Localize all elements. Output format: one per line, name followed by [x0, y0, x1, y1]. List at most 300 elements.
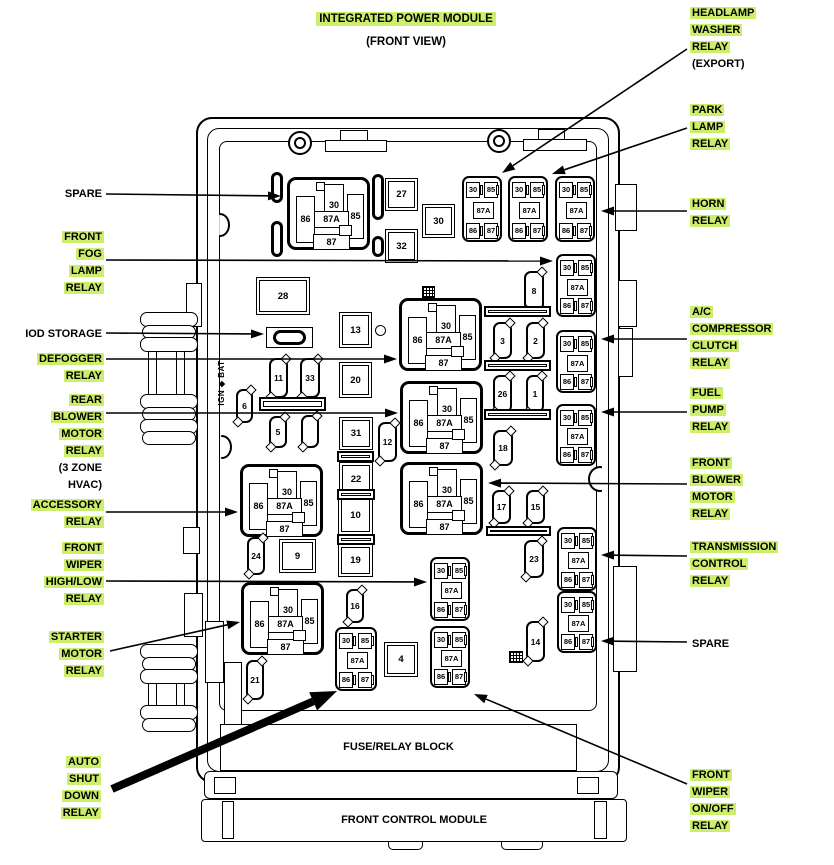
relay-pin-stub	[575, 637, 578, 647]
relay-pin-stub	[590, 413, 593, 423]
side-tab	[618, 328, 633, 377]
callout-front-blower-motor-relay	[690, 455, 743, 523]
relay-pin-stub	[542, 226, 545, 236]
relay-pin-30: 30	[434, 632, 448, 648]
slot-spare-2	[271, 221, 283, 257]
relay-pin-stub	[591, 637, 594, 647]
relay-pin-86: 86	[409, 400, 428, 447]
relay-notch	[452, 510, 465, 521]
relay-pin-stub	[573, 226, 576, 236]
callout-line: REAR	[70, 394, 102, 406]
relay-pin-87: 87	[578, 447, 592, 463]
relay-pin-stub	[574, 377, 577, 387]
relay-pin-87A: 87A	[567, 428, 588, 445]
relay-pin-stub	[590, 377, 593, 387]
relay-pin-87A: 87A	[267, 498, 302, 515]
fuse-23: 23	[524, 540, 544, 578]
fuse-15: 15	[526, 490, 545, 524]
relay-pin-87A: 87A	[568, 615, 589, 632]
relay-notch	[429, 467, 438, 476]
relay-front-blower-motor	[400, 462, 483, 535]
relay-pin-stub	[353, 636, 356, 646]
relay-pin-stub	[496, 185, 499, 195]
relay-notch	[270, 587, 279, 596]
relay-pin-87: 87	[577, 223, 591, 239]
relay-pin-87A: 87A	[567, 355, 588, 372]
relay-pin-87A: 87A	[427, 415, 462, 432]
relay-pin-87A: 87A	[568, 552, 589, 569]
callout-auto-shut-down-relay	[61, 754, 101, 822]
relay-pin-stub	[590, 301, 593, 311]
callout-line: RELAY	[692, 575, 729, 587]
callout-line: HVAC)	[67, 479, 102, 491]
relay-pin-stub	[448, 635, 451, 645]
side-tab	[613, 566, 637, 672]
relay-park-lamp	[508, 176, 548, 242]
callout-ac-compressor-clutch-relay	[690, 304, 773, 372]
relay-pin-87A: 87A	[441, 650, 462, 667]
callout-line: RELAY	[692, 215, 729, 227]
relay-pin-87: 87	[578, 298, 592, 314]
callout-line: RELAY	[692, 421, 729, 433]
relay-notch	[428, 303, 437, 312]
relay-pin-86: 86	[409, 481, 428, 528]
relay-pin-87A: 87A	[314, 211, 349, 228]
harness-coil	[140, 337, 198, 352]
relay-pin-86: 86	[466, 223, 480, 239]
relay-pin-85: 85	[452, 632, 466, 648]
relay-pin-87A: 87A	[519, 202, 540, 219]
relay-pin-86: 86	[559, 223, 573, 239]
callout-starter-motor-relay	[49, 629, 104, 680]
relay-pin-30: 30	[339, 633, 353, 649]
relay-pin-87A: 87A	[441, 582, 462, 599]
fuse-24: 24	[247, 537, 265, 575]
relay-pin-85: 85	[301, 599, 318, 644]
relay-pin-stub	[589, 185, 592, 195]
relay-pin-stub	[574, 450, 577, 460]
relay-pin-30: 30	[278, 589, 298, 631]
callout-line: MOTOR	[692, 491, 733, 503]
callout-line: FUEL	[692, 387, 721, 399]
harness-rail	[176, 350, 185, 397]
callout-line: DEFOGGER	[39, 353, 102, 365]
relay-notch	[451, 346, 464, 357]
fuse-18: 18	[493, 430, 513, 466]
relay-pin-87A: 87A	[268, 616, 303, 633]
top-bracket	[523, 139, 587, 151]
relay-pin-87: 87	[358, 672, 372, 688]
callout-line: RELAY	[692, 41, 729, 53]
relay-pin-85: 85	[578, 410, 592, 426]
relay-pin-stub	[591, 536, 594, 546]
callout-fuel-pump-relay	[690, 385, 730, 436]
front-control-module-label: FRONT CONTROL MODULE	[341, 814, 487, 826]
fcm-foot	[388, 841, 423, 850]
callout-line: RELAY	[692, 820, 729, 832]
callout-line: COMPRESSOR	[692, 323, 772, 335]
relay-pin-30: 30	[437, 469, 457, 511]
connector-grid-2	[509, 651, 523, 663]
relay-pin-stub	[574, 413, 577, 423]
callout-transmission-control-relay	[690, 539, 778, 590]
case-lip	[204, 771, 618, 799]
fuse-9: 9	[279, 539, 316, 573]
busbar-1	[484, 306, 551, 317]
relay-pin-stub	[480, 226, 483, 236]
callout-line: ON/OFF	[692, 803, 734, 815]
slot-spare-3	[372, 174, 384, 220]
relay-pin-stub	[591, 600, 594, 610]
relay-notch	[292, 512, 305, 523]
harness-rail	[148, 350, 157, 397]
relay-pin-stub	[542, 185, 545, 195]
callout-horn-relay	[690, 196, 730, 230]
relay-pin-stub	[526, 185, 529, 195]
connector-grid-1	[422, 286, 435, 298]
relay-auto-shut-down	[335, 627, 377, 691]
relay-defogger	[399, 298, 482, 371]
fuse-5: 5	[269, 416, 287, 448]
relay-pin-stub	[448, 566, 451, 576]
callout-front-wiper-high-low-relay	[44, 540, 104, 608]
callout-line: RELAY	[692, 508, 729, 520]
relay-pin-87: 87	[579, 572, 593, 588]
side-tab	[205, 621, 224, 683]
relay-front-fog-lamp	[556, 254, 596, 317]
relay-ac-compressor-clutch	[556, 330, 596, 393]
fuse-6: 6	[236, 389, 253, 423]
fuse-28: 28	[256, 277, 310, 315]
relay-notch	[269, 469, 278, 478]
fuse-2: 2	[526, 322, 545, 359]
relay-pin-86: 86	[408, 317, 427, 364]
relay-pin-87: 87	[452, 669, 466, 685]
callout-line: RELAY	[65, 445, 102, 457]
callout-line: LAMP	[692, 121, 724, 133]
fuse-21: 21	[246, 660, 264, 700]
callout-line: RELAY	[62, 807, 99, 819]
fcm-foot	[501, 841, 543, 850]
side-tab	[183, 527, 200, 554]
relay-pin-stub	[575, 600, 578, 610]
relay-pin-stub	[464, 672, 467, 682]
fuse-13: 13	[339, 312, 372, 348]
relay-pin-87: 87	[579, 634, 593, 650]
side-tab	[184, 593, 203, 637]
relay-pin-85: 85	[579, 597, 593, 613]
iod-storage-connector	[266, 327, 313, 348]
callout-line: A/C	[692, 306, 711, 318]
relay-pin-30: 30	[561, 533, 575, 549]
slot-spare-4	[372, 236, 384, 257]
callout-line: TRANSMISSION	[692, 541, 777, 553]
relay-pin-30: 30	[324, 184, 344, 226]
callout-line: RELAY	[692, 138, 729, 150]
relay-pin-30: 30	[560, 260, 574, 276]
harness-coil	[140, 669, 198, 684]
relay-pin-85: 85	[459, 315, 476, 360]
relay-rear-blower-motor	[400, 381, 483, 454]
callout-line: FRONT	[692, 769, 730, 781]
relay-pin-30: 30	[437, 388, 457, 430]
callout-line: SPARE	[692, 638, 730, 650]
relay-notch	[452, 429, 465, 440]
fuse-3: 3	[493, 322, 512, 359]
fuse-10: 10	[338, 496, 373, 535]
side-tab	[615, 184, 637, 231]
busbar-3	[484, 409, 551, 420]
callout-line: FRONT	[64, 231, 102, 243]
relay-pin-stub	[589, 226, 592, 236]
callout-line: RELAY	[65, 665, 102, 677]
relay-pin-85: 85	[530, 182, 544, 198]
relay-accessory	[240, 464, 323, 537]
relay-pin-85: 85	[577, 182, 591, 198]
relay-pin-stub	[590, 339, 593, 349]
diagram-subtitle: (FRONT VIEW)	[366, 36, 446, 48]
relay-pin-85: 85	[578, 336, 592, 352]
busbar-link-3	[337, 534, 375, 545]
relay-pin-87A: 87A	[426, 332, 461, 349]
relay-pin-87: 87	[426, 438, 463, 454]
relay-pin-86: 86	[249, 483, 268, 530]
relay-front-wiper-high-low	[430, 557, 470, 621]
relay-pin-87: 87	[530, 223, 544, 239]
relay-pin-86: 86	[560, 447, 574, 463]
fuse-8: 8	[524, 271, 544, 311]
callout-front-wiper-on-off-relay	[690, 767, 736, 835]
indicator-circle	[375, 325, 386, 336]
fuse-1: 1	[526, 375, 544, 413]
relay-front-wiper-on-off	[430, 626, 470, 688]
callout-line: RELAY	[65, 282, 102, 294]
relay-pin-87: 87	[426, 519, 463, 535]
callout-rear-blower-motor-relay	[51, 392, 104, 494]
callout-spare-left	[63, 186, 104, 203]
slot-spare-1	[271, 172, 283, 203]
relay-pin-85: 85	[358, 633, 372, 649]
callout-line: MOTOR	[61, 648, 102, 660]
relay-top-left-spare	[287, 177, 370, 250]
relay-notch	[293, 630, 306, 641]
callout-line: BLOWER	[53, 411, 102, 423]
relay-pin-stub	[448, 672, 451, 682]
relay-pin-86: 86	[250, 601, 269, 648]
callout-line: STARTER	[50, 631, 102, 643]
relay-notch	[316, 182, 325, 191]
relay-pin-86: 86	[561, 572, 575, 588]
relay-pin-stub	[464, 566, 467, 576]
relay-pin-87: 87	[484, 223, 498, 239]
relay-pin-stub	[496, 226, 499, 236]
callout-line: BLOWER	[692, 474, 741, 486]
relay-pin-87A: 87A	[567, 279, 588, 296]
callout-line: HIGH/LOW	[45, 576, 102, 588]
relay-pin-85: 85	[460, 398, 477, 443]
relay-pin-30: 30	[561, 597, 575, 613]
callout-line: ACCESSORY	[32, 499, 102, 511]
harness-coil	[142, 431, 196, 445]
relay-pin-30: 30	[436, 305, 456, 347]
relay-pin-30: 30	[512, 182, 526, 198]
callout-line: FRONT	[64, 542, 102, 554]
callout-line: WIPER	[65, 559, 102, 571]
fuse-14: 14	[526, 621, 545, 662]
callout-line: FRONT	[692, 457, 730, 469]
callout-line: WIPER	[692, 786, 729, 798]
leader-transmission-control	[614, 555, 687, 556]
mount-clip-icon	[294, 137, 306, 149]
relay-pin-85: 85	[484, 182, 498, 198]
relay-pin-86: 86	[561, 634, 575, 650]
relay-pin-87: 87	[452, 602, 466, 618]
callout-line: RELAY	[65, 593, 102, 605]
callout-line: HEADLAMP	[692, 7, 755, 19]
case-lip-end	[577, 777, 599, 794]
callout-line: DOWN	[64, 790, 99, 802]
callout-line: HORN	[692, 198, 725, 210]
side-tab	[618, 280, 637, 327]
relay-pin-87: 87	[266, 521, 303, 537]
relay-pin-86: 86	[434, 669, 448, 685]
relay-pin-86: 86	[434, 602, 448, 618]
callout-park-lamp-relay	[690, 102, 730, 153]
relay-pin-30: 30	[277, 471, 297, 513]
ign-bat-indicator: IGN ◆ BAT	[217, 360, 226, 406]
relay-pin-86: 86	[339, 672, 353, 688]
fuse-4: 4	[384, 642, 418, 677]
relay-pin-stub	[574, 263, 577, 273]
relay-pin-85: 85	[578, 260, 592, 276]
fuse-17: 17	[492, 490, 511, 524]
mount-clip-icon	[493, 135, 505, 147]
relay-pin-30: 30	[466, 182, 480, 198]
relay-notch	[429, 386, 438, 395]
fuse-33: 33	[300, 358, 320, 398]
relay-pin-87A: 87A	[566, 202, 587, 219]
fuse-16: 16	[346, 589, 364, 623]
relay-pin-stub	[591, 575, 594, 585]
relay-pin-stub	[573, 185, 576, 195]
callout-line: CLUTCH	[692, 340, 738, 352]
relay-pin-stub	[574, 339, 577, 349]
callout-spare-right	[690, 636, 731, 653]
fuse-blank	[301, 415, 319, 448]
relay-pin-85: 85	[579, 533, 593, 549]
relay-pin-stub	[590, 263, 593, 273]
relay-starter-motor	[241, 582, 324, 655]
callout-line: AUTO	[68, 756, 99, 768]
relay-pin-87: 87	[425, 355, 462, 371]
relay-transmission-control	[557, 527, 597, 591]
relay-pin-86: 86	[560, 374, 574, 390]
callout-line: RELAY	[65, 370, 102, 382]
relay-pin-85: 85	[300, 481, 317, 526]
relay-pin-86: 86	[560, 298, 574, 314]
relay-pin-stub	[371, 675, 374, 685]
harness-coil	[142, 718, 196, 732]
relay-fuel-pump	[556, 404, 596, 466]
relay-pin-stub	[448, 605, 451, 615]
relay-pin-stub	[575, 536, 578, 546]
callout-line: RELAY	[692, 357, 729, 369]
fuse-22: 22	[339, 462, 373, 496]
relay-pin-87: 87	[313, 234, 350, 250]
callout-headlamp-washer-relay	[690, 5, 756, 73]
fuse-12: 12	[378, 422, 397, 462]
relay-pin-stub	[526, 226, 529, 236]
callout-line: MOTOR	[61, 428, 102, 440]
callout-line: (3 ZONE	[58, 462, 102, 474]
busbar-4	[486, 526, 551, 536]
relay-pin-stub	[480, 185, 483, 195]
relay-pin-85: 85	[460, 479, 477, 524]
callout-iod-storage	[23, 326, 104, 343]
busbar-link-1	[337, 451, 374, 462]
relay-pin-85: 85	[347, 194, 364, 239]
relay-headlamp-washer	[462, 176, 502, 242]
callout-line: PARK	[692, 104, 723, 116]
iod-inner	[273, 330, 306, 345]
callout-line: CONTROL	[692, 558, 747, 570]
relay-pin-87A: 87A	[473, 202, 494, 219]
fuse-relay-block-label: FUSE/RELAY BLOCK	[343, 741, 454, 753]
callout-line: (EXPORT)	[692, 58, 745, 70]
relay-pin-30: 30	[559, 182, 573, 198]
callout-front-fog-lamp-relay	[62, 229, 104, 297]
relay-pin-87: 87	[267, 639, 304, 655]
callout-line: LAMP	[70, 265, 102, 277]
relay-pin-86: 86	[512, 223, 526, 239]
fuse-31: 31	[339, 417, 373, 450]
relay-pin-30: 30	[434, 563, 448, 579]
relay-pin-stub	[464, 635, 467, 645]
callout-line: SPARE	[64, 188, 102, 200]
callout-line: SHUT	[69, 773, 99, 785]
case-lip-end	[214, 777, 236, 794]
callout-accessory-relay	[31, 497, 104, 531]
fuse-30: 30	[422, 204, 455, 238]
relay-pin-stub	[590, 450, 593, 460]
callout-line: FOG	[78, 248, 102, 260]
fuse-20: 20	[339, 362, 372, 398]
relay-horn	[555, 176, 595, 242]
top-bracket	[325, 140, 387, 152]
relay-pin-87A: 87A	[427, 496, 462, 513]
busbar-2	[484, 360, 551, 371]
relay-pin-87A: 87A	[347, 652, 368, 669]
callout-line: PUMP	[692, 404, 724, 416]
fuse-26: 26	[493, 375, 512, 413]
relay-pin-stub	[371, 636, 374, 646]
relay-pin-stub	[574, 301, 577, 311]
relay-pin-30: 30	[560, 336, 574, 352]
relay-pin-stub	[575, 575, 578, 585]
relay-pin-87: 87	[578, 374, 592, 390]
relay-pin-stub	[353, 675, 356, 685]
callout-defogger-relay	[37, 351, 104, 385]
busbar-link-2	[337, 489, 375, 500]
relay-pin-30: 30	[560, 410, 574, 426]
relay-pin-stub	[464, 605, 467, 615]
fuse-19: 19	[338, 544, 373, 577]
relay-notch	[339, 225, 352, 236]
relay-spare	[557, 591, 597, 653]
fuse-11: 11	[269, 358, 288, 398]
relay-pin-85: 85	[452, 563, 466, 579]
fuse-32: 32	[385, 229, 418, 263]
